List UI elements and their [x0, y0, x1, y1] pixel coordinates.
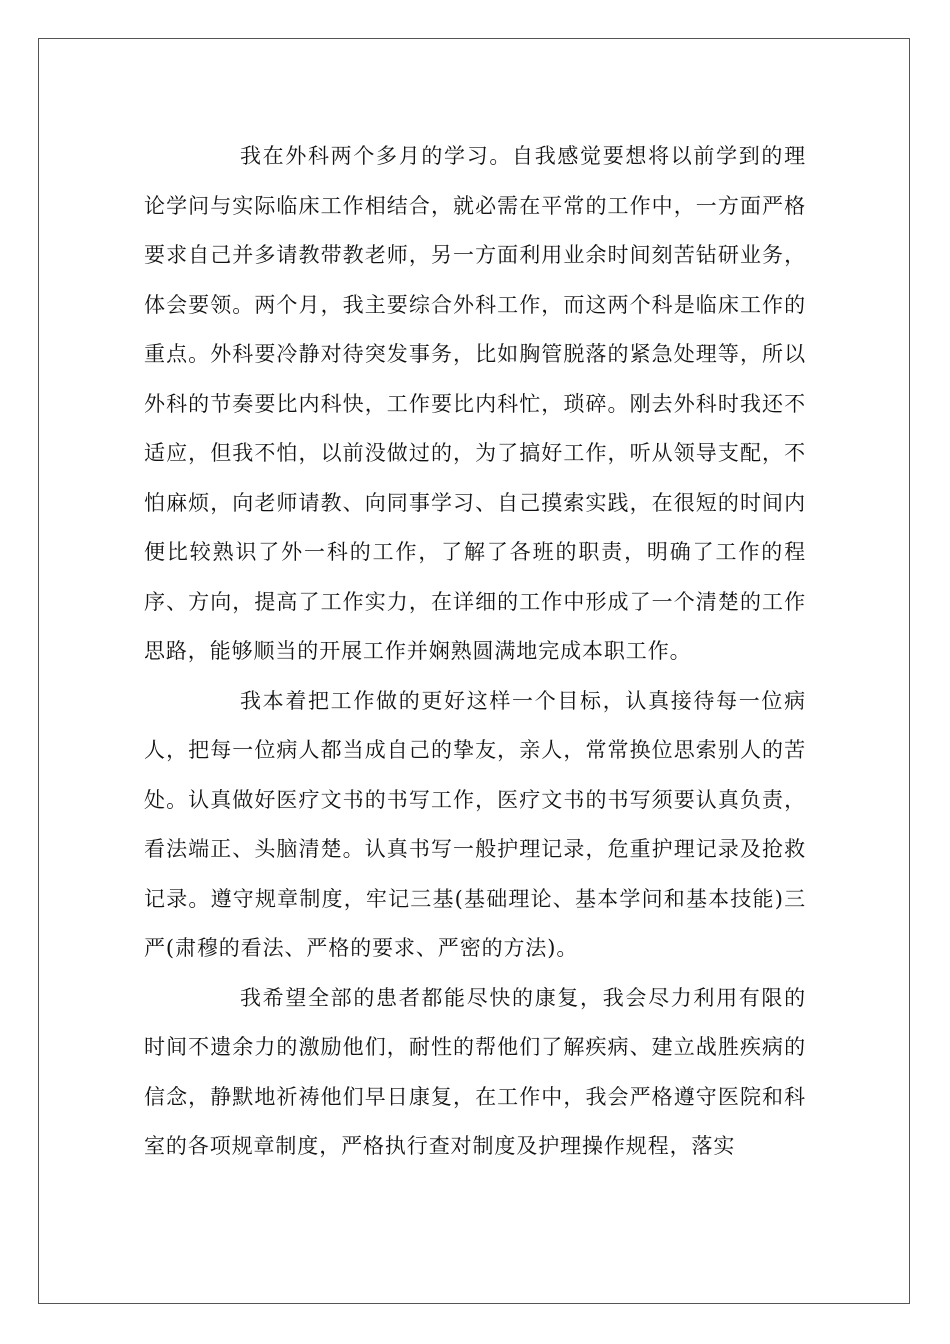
paragraph: 我本着把工作做的更好这样一个目标，认真接待每一位病人，把每一位病人都当成自己的挚友，亲人，常常换位思索别人的苦处。认真做好医疗文书的书写工作，医疗文书的书写须要认真负责，看法端正、头脑清楚。认真书写一般护理记录，危重护理记录及抢救记录。遵守规章制度，牢记三基(基础理论、基本学问和基本技能)三严(肃穆的看法、严格的要求、严密的方法)。	[144, 688, 806, 960]
paragraph: 我在外科两个多月的学习。自我感觉要想将以前学到的理论学问与实际临床工作相结合，就必需在平常的工作中，一方面严格要求自己并多请教带教老师，另一方面利用业余时间刻苦钻研业务，体会要领。两个月，我主要综合外科工作，而这两个科是临床工作的重点。外科要冷静对待突发事务，比如胸管脱落的紧急处理等，所以外科的节奏要比内科快，工作要比内科忙，琐碎。刚去外科时我还不适应，但我不怕，以前没做过的，为了搞好工作，听从领导支配，不怕麻烦，向老师请教、向同事学习、自己摸索实践，在很短的时间内便比较熟识了外一科的工作，了解了各班的职责，明确了工作的程序、方向，提高了工作实力，在详细的工作中形成了一个清楚的工作思路，能够顺当的开展工作并娴熟圆满地完成本职工作。	[144, 144, 806, 663]
paragraph: 我希望全部的患者都能尽快的康复，我会尽力利用有限的时间不遗余力的激励他们，耐性的帮他们了解疾病、建立战胜疾病的信念，静默地祈祷他们早日康复，在工作中，我会严格遵守医院和科室的各项规章制度，严格执行查对制度及护理操作规程，落实	[144, 985, 806, 1158]
document-body	[144, 132, 806, 1172]
